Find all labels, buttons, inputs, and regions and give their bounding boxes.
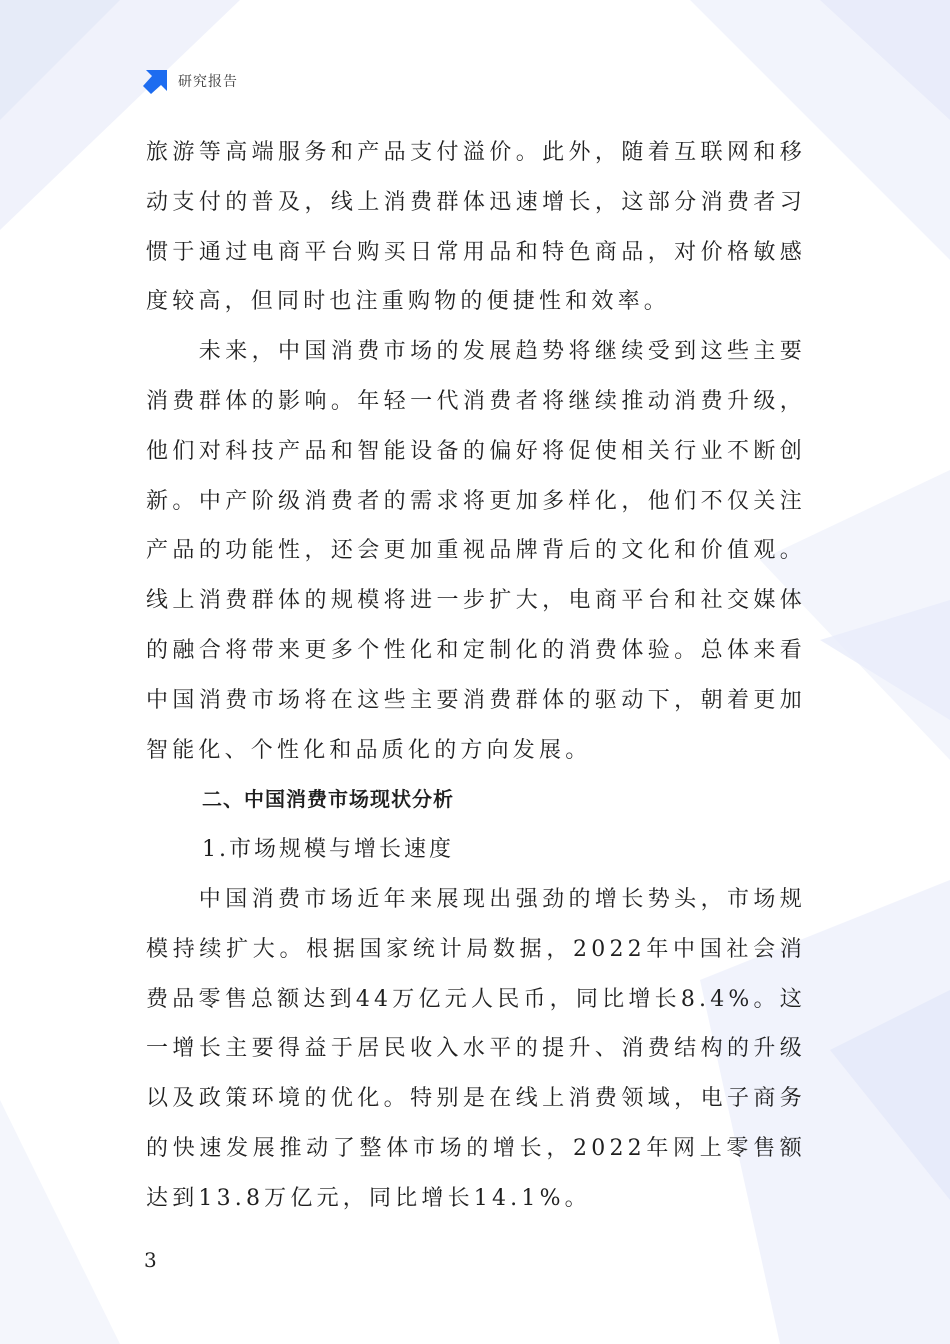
paragraph-2: 未来，中国消费市场的发展趋势将继续受到这些主要消费群体的影响。年轻一代消费者将继续推动消费升级，他们对科技产品和智能设备的偏好将促使相关行业不断创新。中产阶级消费者的需求将更加多样化，他们不仅关注产品的功能性，还会更加重视品牌背后的文化和价值观。线上消费群体的规模将进一步扩大，电商平台和社交媒体的融合将带来更多个性化和定制化的消费体验。总体来看中国消费市场将在这些主要消费群体的驱动下，朝着更加智能化、个性化和品质化的方向发展。 [146,339,806,763]
section-heading: 二、中国消费市场现状分析 [202,787,454,812]
report-header [142,66,238,96]
paragraph-1: 旅游等高端服务和产品支付溢价。此外，随着互联网和移动支付的普及，线上消费群体迅速增长，这部分消费者习惯于通过电商平台购买日常用品和特色商品，对价格敏感度较高，但同时也注重购物的便捷性和效率。 [146,140,806,315]
page-number: 3 [144,1248,157,1272]
document-body [146,128,806,1224]
subsection-heading: 1.市场规模与增长速度 [202,837,454,863]
paragraph-3: 中国消费市场近年来展现出强劲的增长势头，市场规模持续扩大。根据国家统计局数据，2022年中国社会消费品零售总额达到44万亿元人民币，同比增长8.4%。这一增长主要得益于居民收入水平的提升、消费结构的升级以及政策环境的优化。特别是在线上消费领域，电子商务的快速发展推动了整体市场的增长，2022年网上零售额达到13.8万亿元，同比增长14.1%。 [146,886,806,1211]
arrow-up-right-icon [142,67,170,95]
header-title: 研究报告 [178,74,238,90]
